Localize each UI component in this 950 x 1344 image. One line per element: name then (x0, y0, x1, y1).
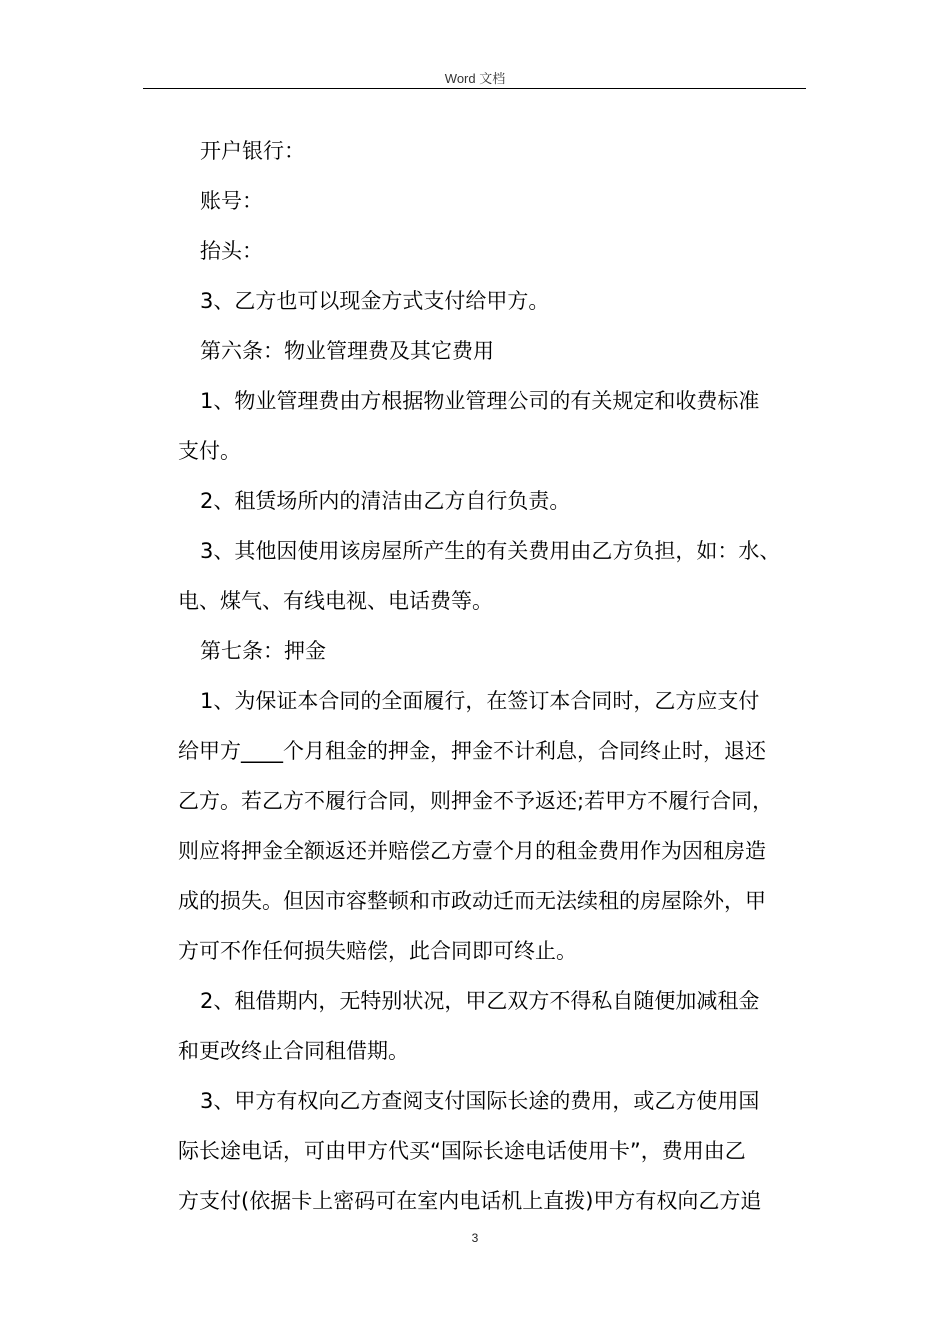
paragraph-line: 际长途电话，可由甲方代买“国际长途电话使用卡”，费用由乙 (178, 1139, 746, 1163)
paragraph-line: 成的损失。但因市容整顿和市政动迁而无法续租的房屋除外，甲 (178, 889, 766, 913)
paragraph-line: 3、甲方有权向乙方查阅支付国际长途的费用，或乙方使用国 (200, 1089, 760, 1113)
paragraph-line: 支付。 (178, 439, 241, 463)
paragraph-line: 方可不作任何损失赔偿，此合同即可终止。 (178, 939, 577, 963)
paragraph-line: 3、其他因使用该房屋所产生的有关费用由乙方负担，如：水、 (200, 539, 781, 563)
paragraph-line: 第六条：物业管理费及其它费用 (200, 339, 494, 363)
paragraph-line: 乙方。若乙方不履行合同，则押金不予返还;若甲方不履行合同， (178, 789, 774, 813)
paragraph-line: 则应将押金全额返还并赔偿乙方壹个月的租金费用作为因租房造 (178, 839, 766, 863)
paragraph-line: 1、物业管理费由方根据物业管理公司的有关规定和收费标准 (200, 389, 760, 413)
paragraph-line: 2、租借期内，无特别状况，甲乙双方不得私自随便加减租金 (200, 989, 760, 1013)
paragraph-line: 和更改终止合同租借期。 (178, 1039, 409, 1063)
paragraph-line: 抬头： (200, 239, 263, 263)
paragraph-line: 方支付(依据卡上密码可在室内电话机上直拨)甲方有权向乙方追 (178, 1189, 762, 1213)
header-divider (143, 88, 806, 89)
page-header: Word 文档 (444, 71, 506, 86)
paragraph-line: 1、为保证本合同的全面履行，在签订本合同时，乙方应支付 (200, 689, 760, 713)
paragraph-line: 3、乙方也可以现金方式支付给甲方。 (200, 289, 550, 313)
paragraph-line: 电、煤气、有线电视、电话费等。 (178, 589, 493, 613)
paragraph-line: 给甲方____个月租金的押金，押金不计利息，合同终止时，退还 (178, 739, 766, 763)
paragraph-line: 2、租赁场所内的清洁由乙方自行负责。 (200, 489, 571, 513)
paragraph-line: 开户银行： (200, 139, 305, 163)
paragraph-line: 第七条：押金 (200, 639, 326, 663)
document-body (178, 131, 808, 1231)
page-number: 3 (471, 1231, 479, 1245)
paragraph-line: 账号： (200, 189, 263, 213)
